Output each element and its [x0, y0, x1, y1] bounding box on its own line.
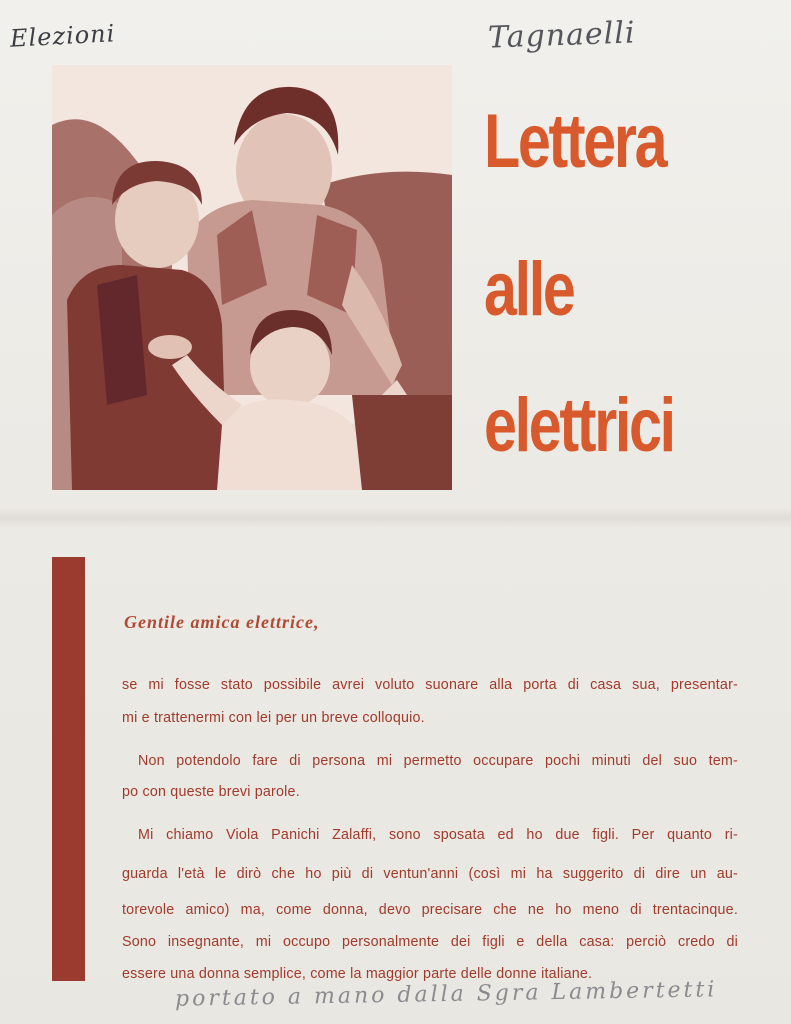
- family-photo: [52, 65, 452, 490]
- letter-line: Sono insegnante, mi occupo personalmente dei figli e della casa: perciò credo di: [122, 934, 738, 950]
- letter-line: Mi chiamo Viola Panichi Zalaffi, sono sposata ed ho due figli. Per quanto ri-: [138, 827, 738, 843]
- title-line-elettrici: elettrici: [484, 383, 674, 468]
- title-line-lettera: Lettera: [484, 99, 666, 184]
- handwritten-note-top-right: Tagnaelli: [487, 15, 637, 56]
- letter-line: se mi fosse stato possibile avrei voluto suonare alla porta di casa sua, presentar-: [122, 677, 738, 693]
- letter-line: torevole amico) ma, come donna, devo precisare che ne ho meno di trentacinque.: [122, 902, 738, 918]
- title-line-alle: alle: [484, 247, 574, 332]
- letter-salutation: Gentile amica elettrice,: [124, 612, 320, 632]
- handwritten-note-top-left: Elezioni: [9, 19, 116, 53]
- letter-line: guarda l'età le dirò che ho più di ventun'anni (così mi ha suggerito di dire un au-: [122, 866, 738, 882]
- decorative-side-bar: [52, 557, 85, 981]
- paper-fold: [0, 508, 791, 528]
- letter-line: mi e trattenermi con lei per un breve colloquio.: [122, 710, 425, 726]
- letter-line: Non potendolo fare di persona mi permetto occupare pochi minuti del suo tem-: [138, 753, 738, 769]
- letter-line: essere una donna semplice, come la maggior parte delle donne italiane.: [122, 966, 593, 982]
- handwritten-note-bottom: portato a mano dalla Sgra Lambertetti: [174, 977, 718, 1012]
- letter-line: po con queste brevi parole.: [122, 784, 300, 800]
